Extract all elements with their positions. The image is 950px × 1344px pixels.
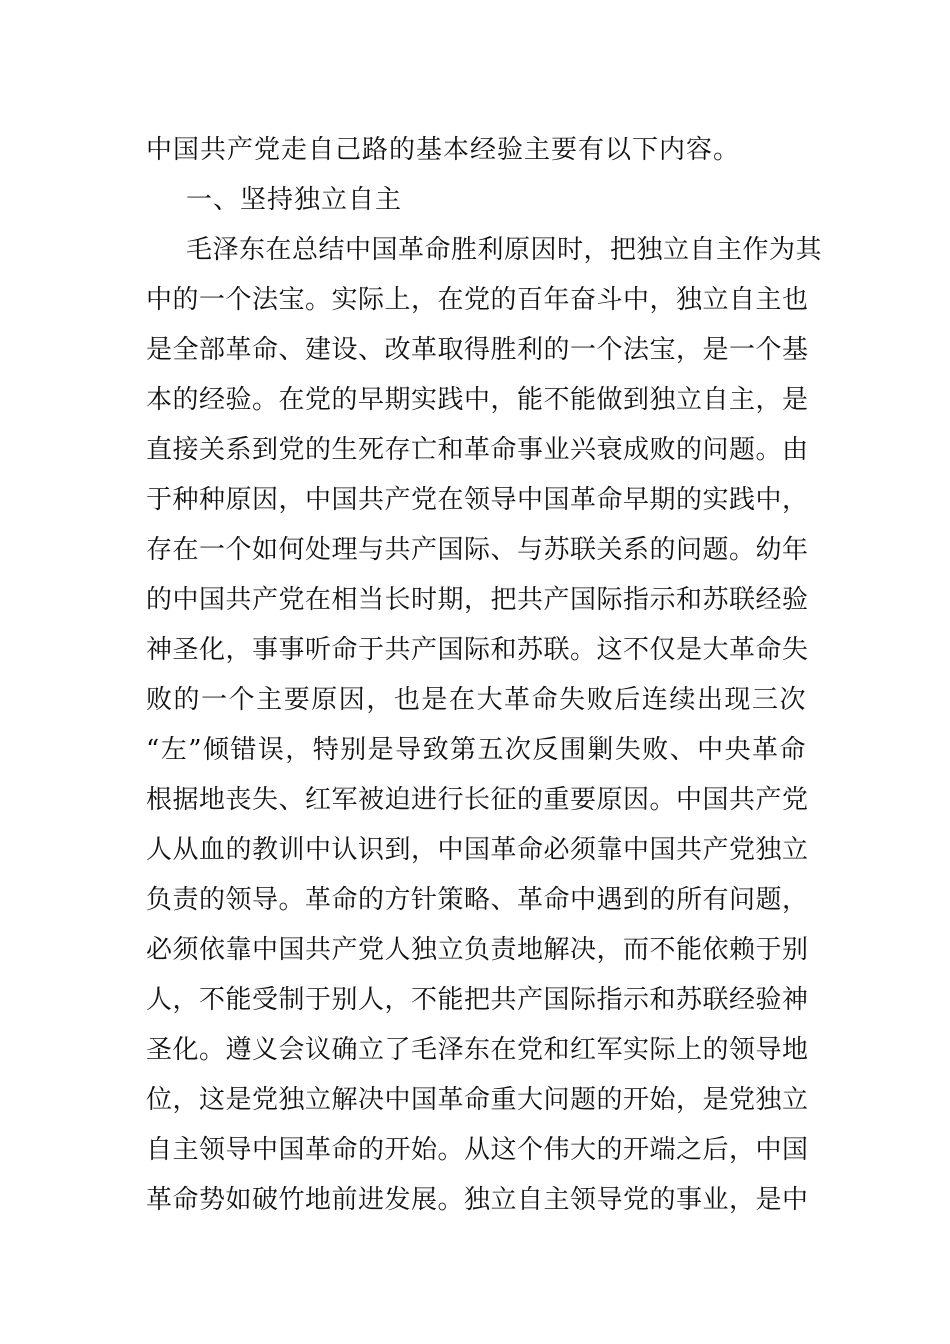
paragraph-line: 自主领导中国革命的开始。从这个伟大的开端之后，中国 <box>146 1135 809 1165</box>
intro-line: 中国共产党走自己路的基本经验主要有以下内容。 <box>146 135 741 165</box>
paragraph-line: 位，这是党独立解决中国革命重大问题的开始，是党独立 <box>146 1085 809 1115</box>
paragraph-line: 毛泽东在总结中国革命胜利原因时，把独立自主作为其 <box>186 235 823 265</box>
paragraph-line: 中的一个法宝。实际上，在党的百年奋斗中，独立自主也 <box>146 285 809 315</box>
section-heading: 一、坚持独立自主 <box>186 185 403 215</box>
paragraph-line: 于种种原因，中国共产党在领导中国革命早期的实践中， <box>146 485 809 515</box>
paragraph-line: 的中国共产党在相当长时期，把共产国际指示和苏联经验 <box>146 585 809 615</box>
paragraph-line: 根据地丧失、红军被迫进行长征的重要原因。中国共产党 <box>146 785 809 815</box>
paragraph-line: 圣化。遵义会议确立了毛泽东在党和红军实际上的领导地 <box>146 1035 809 1065</box>
paragraph-line: 本的经验。在党的早期实践中，能不能做到独立自主，是 <box>146 385 809 415</box>
paragraph-line: 直接关系到党的生死存亡和革命事业兴衰成败的问题。由 <box>146 435 809 465</box>
paragraph-line: 人从血的教训中认识到，中国革命必须靠中国共产党独立 <box>146 835 809 865</box>
paragraph-line: 存在一个如何处理与共产国际、与苏联关系的问题。幼年 <box>146 535 809 565</box>
paragraph-line: 是全部革命、建设、改革取得胜利的一个法宝，是一个基 <box>146 335 809 365</box>
paragraph-line: 败的一个主要原因，也是在大革命失败后连续出现三次 <box>146 685 806 715</box>
paragraph-line: 人，不能受制于别人，不能把共产国际指示和苏联经验神 <box>146 985 809 1015</box>
paragraph-line: 必须依靠中国共产党人独立负责地解决，而不能依赖于别 <box>146 935 809 965</box>
paragraph-line: 神圣化，事事听命于共产国际和苏联。这不仅是大革命失 <box>146 635 809 665</box>
paragraph-line: 负责的领导。革命的方针策略、革命中遇到的所有问题， <box>146 885 809 915</box>
paragraph-line: “左”倾错误，特别是导致第五次反围剿失败、中央革命 <box>146 735 806 765</box>
paragraph-line: 革命势如破竹地前进发展。独立自主领导党的事业，是中 <box>146 1185 809 1215</box>
